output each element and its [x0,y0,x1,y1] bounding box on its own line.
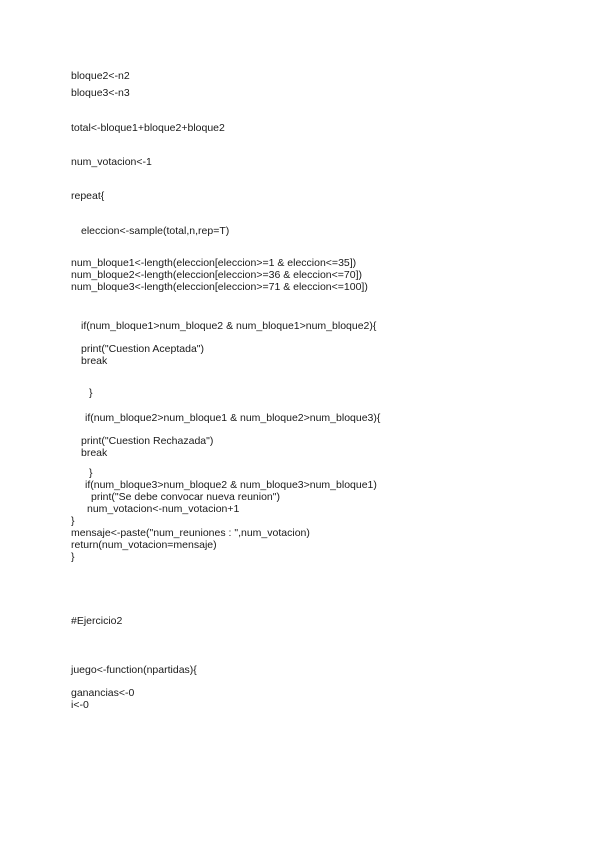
code-line: juego<-function(npartidas){ [71,664,197,677]
code-line: break [81,355,108,368]
code-line: } [71,515,75,527]
code-line: print("Cuestion Rechazada") [81,435,214,447]
code-line: break [81,447,108,459]
code-line: eleccion<-sample(total,n,rep=T) [81,224,230,237]
code-line: } [71,551,75,563]
code-line: num_votacion<-1 [71,155,152,168]
code-line: if(num_bloque1>num_bloque2 & num_bloque1>num_bloque2){ [81,320,377,333]
code-block [71,68,571,711]
code-line: #Ejercicio2 [71,615,123,627]
code-line: num_votacion<-num_votacion+1 [87,503,240,515]
code-line: return(num_votacion=mensaje) [71,539,217,551]
code-line: } [89,386,93,399]
code-line: num_bloque1<-length(eleccion[eleccion>=1 & eleccion<=35]) [71,257,357,270]
code-line: print("Se debe convocar nueva reunion") [91,491,280,503]
code-line: bloque2<-n2 [71,70,130,82]
code-line: total<-bloque1+bloque2+bloque2 [71,121,225,134]
code-line: mensaje<-paste("num_reuniones : ",num_votacion) [71,527,310,539]
code-line: } [89,467,93,479]
code-line: print("Cuestion Aceptada") [81,343,205,356]
code-line: repeat{ [71,190,105,203]
code-line: if(num_bloque2>num_bloque1 & num_bloque2>num_bloque3){ [85,411,381,424]
code-line: bloque3<-n3 [71,87,130,100]
code-line: if(num_bloque3>num_bloque2 & num_bloque3>num_bloque1) [85,479,377,491]
code-line: i<-0 [71,699,89,712]
code-line: num_bloque3<-length(eleccion[eleccion>=71 & eleccion<=100]) [71,281,368,294]
code-line: num_bloque2<-length(eleccion[eleccion>=36 & eleccion<=70]) [71,269,362,282]
code-line: ganancias<-0 [71,687,135,700]
